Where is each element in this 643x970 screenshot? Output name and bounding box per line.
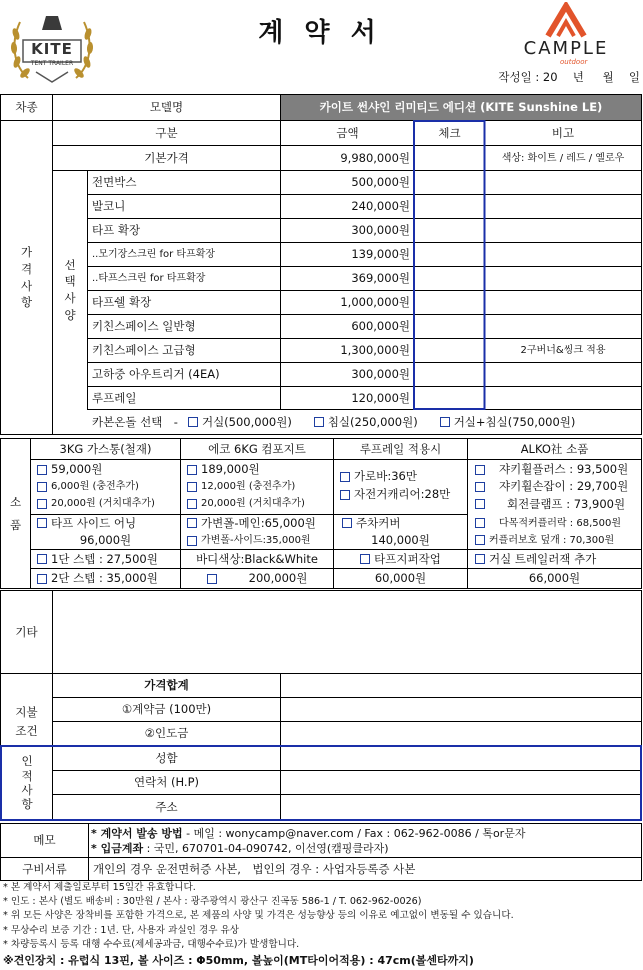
base-price-label: 기본가격: [144, 150, 189, 165]
name-label: 성함: [155, 751, 178, 766]
phone-label: 연락처 (H.P): [134, 775, 199, 790]
docs-text: 개인의 경우 운전면허증 사본, 법인의 경우 : 사업자등록증 사본: [93, 861, 416, 876]
option-check[interactable]: [415, 315, 484, 338]
base-price-check[interactable]: [415, 146, 484, 170]
option-label: ..타프스크린 for 타프확장: [92, 273, 206, 284]
checkbox[interactable]: [187, 536, 197, 546]
option-amount: 240,000원: [351, 199, 410, 214]
checkbox[interactable]: [340, 490, 350, 500]
acc-color-label: 바디색상:Black&White: [196, 551, 318, 566]
option-label: ..모기장스크린 for 타프확장: [92, 249, 216, 260]
acc-item: 커플러보호 덮개 : 70,300원: [471, 531, 641, 549]
acc-item: 189,000원: [183, 461, 333, 478]
kite-logo: [6, 4, 98, 90]
acc-item: 59,000원: [33, 461, 180, 478]
option-check[interactable]: [415, 171, 484, 194]
cample-logo-text: CAMPLE: [523, 38, 609, 59]
option-check[interactable]: [415, 267, 484, 290]
other-label: 기타: [15, 624, 38, 639]
checkbox[interactable]: [187, 482, 197, 492]
option-label: 키친스페이스 고급형: [92, 343, 196, 358]
vehicle-type-label: 차종: [15, 100, 38, 115]
kite-logo-text: KITE: [31, 40, 73, 58]
checkbox[interactable]: [37, 465, 47, 475]
acc-col1-header: 3KG 가스통(철재): [59, 441, 152, 456]
acc-step1: 1단 스텝 : 27,500원: [33, 550, 180, 568]
acc-item: 20,000원 (거치대추가): [183, 495, 333, 512]
model-name-value: 카이트 썬샤인 리미티드 에디션 (KITE Sunshine LE): [281, 95, 641, 120]
checkbox[interactable]: [475, 535, 485, 545]
carpet-label: 카본온돌 선택 -: [92, 414, 178, 429]
checkbox[interactable]: [340, 472, 350, 482]
option-section-label: 선 택 사 양: [64, 257, 76, 322]
address-input[interactable]: [281, 795, 639, 819]
total-label: 가격합계: [144, 678, 189, 693]
header-check: 체크: [438, 125, 461, 140]
acc-jack: 거실 트레일러잭 추가: [471, 550, 641, 568]
note-line: * 본 계약서 제출일로부터 15일간 유효합니다.: [3, 882, 196, 893]
acc-pole-main: 가변폴-메인:65,000원: [183, 515, 333, 531]
delivery-label: ②인도금: [144, 726, 189, 741]
cample-logo: [500, 2, 632, 68]
option-check[interactable]: [415, 219, 484, 242]
acc-item: 쟈키휠플러스 : 93,500원: [471, 461, 641, 478]
checkbox[interactable]: [475, 465, 485, 475]
option-check[interactable]: [415, 363, 484, 386]
document-title: 계 약 서: [258, 18, 382, 48]
name-input[interactable]: [281, 747, 639, 770]
acc-item: 다목적커플러락 : 68,500원: [471, 514, 641, 532]
checkbox[interactable]: [37, 482, 47, 492]
option-label: 발코니: [92, 199, 126, 214]
accessories-section-label: 소 품: [9, 494, 22, 532]
option-amount: 1,300,000원: [340, 343, 410, 358]
checkbox[interactable]: [37, 499, 47, 509]
option-amount: 139,000원: [351, 247, 410, 262]
option-label: 루프레일: [92, 390, 137, 405]
phone-input[interactable]: [281, 771, 639, 794]
person-section-label: 인 적 사 항: [21, 754, 33, 812]
option-label: 키친스페이스 일반형: [92, 319, 196, 334]
acc-zip-price: 60,000원: [374, 571, 427, 586]
header-category: 구분: [155, 125, 178, 140]
option-label: 타프 확장: [92, 223, 141, 238]
option-check[interactable]: [415, 291, 484, 314]
checkbox[interactable]: [37, 574, 47, 584]
acc-item: 20,000원 (거치대추가): [33, 495, 180, 512]
acc-pole-side: 가변폴-사이드:35,000원: [183, 532, 333, 549]
acc-item: 회전클램프 : 73,900원: [471, 495, 641, 513]
checkbox[interactable]: [188, 417, 198, 427]
acc-cover-price: 140,000원: [371, 533, 430, 548]
option-amount: 500,000원: [351, 175, 410, 190]
acc-item: 6,000원 (충전추가): [33, 478, 180, 495]
price-section-label: 가 격 사 항: [20, 245, 33, 310]
option-label: 타프쉘 확장: [92, 295, 152, 310]
footer-hitch-spec: ※견인장치 : 유럽식 13핀, 볼 사이즈 : Φ50mm, 볼높이(MT타이어적용) : 47cm(볼센타까지): [3, 954, 474, 967]
acc-color-price: 200,000원: [181, 569, 333, 588]
delivery-field[interactable]: [281, 722, 641, 745]
kite-logo-sub: TENT TRAILER: [30, 60, 74, 67]
checkbox[interactable]: [475, 554, 485, 564]
carpet-choice: 침실(250,000원): [327, 414, 418, 429]
option-amount: 120,000원: [351, 390, 410, 405]
address-label: 주소: [155, 799, 178, 814]
option-check[interactable]: [415, 243, 484, 266]
acc-tarp: 타프 사이드 어닝: [33, 515, 180, 531]
checkbox[interactable]: [342, 518, 352, 528]
note-line: * 위 모든 사양은 장착비를 포함한 가격으로, 본 제품의 사양 및 가격은 성능향상 등의 이유로 예고없이 변동될 수 있습니다.: [3, 910, 514, 922]
memo-content: * 계약서 발송 방법 - 메일 : wonycamp@naver.com / Fax : 062-962-0086 / 톡or문자 * 입금계좌 : 국민, 670701-04-090742, 이선영(캠핑클라자): [91, 827, 526, 855]
checkbox[interactable]: [475, 499, 485, 509]
acc-tarp-price: 96,000원: [79, 533, 132, 548]
acc-item: 쟈키휠손잡이 : 29,700원: [471, 478, 641, 495]
option-label: 고하중 아우트리거 (4EA): [92, 367, 220, 382]
option-amount: 300,000원: [351, 367, 410, 382]
acc-col2-header: 에코 6KG 컴포지트: [208, 441, 306, 456]
deposit-label: ①계약금 (100만): [121, 702, 212, 717]
checkbox[interactable]: [187, 499, 197, 509]
note-line: * 차량등록시 등록 대행 수수료(제세공과금, 대행수수료)가 발생합니다.: [3, 938, 300, 950]
base-price-amount: 9,980,000원: [340, 150, 410, 165]
acc-item: 가로바:36만: [336, 468, 467, 485]
total-field[interactable]: [281, 674, 641, 697]
notes: [3, 881, 641, 952]
checkbox[interactable]: [187, 465, 197, 475]
checkbox[interactable]: [314, 417, 324, 427]
checkbox[interactable]: [37, 554, 47, 564]
acc-zip: 타프지퍼작업: [334, 550, 467, 568]
note-line: * 인도 : 본사 (별도 배송비 : 30만원 / 본사 : 광주광역시 광산구 진곡동 586-1 / T. 062-962-0026): [3, 896, 422, 908]
acc-step2: 2단 스텝 : 35,000원: [33, 569, 180, 588]
checkbox[interactable]: [475, 518, 485, 528]
option-note: 2구버너&씽크 적용: [520, 345, 606, 356]
option-check[interactable]: [415, 387, 484, 409]
checkbox[interactable]: [440, 417, 450, 427]
acc-item: 자전거캐리어:28만: [336, 486, 467, 503]
option-label: 전면박스: [92, 175, 137, 190]
option-amount: 369,000원: [351, 271, 410, 286]
option-amount: 1,000,000원: [340, 295, 410, 310]
checkbox[interactable]: [360, 554, 370, 564]
carpet-choice: 거실+침실(750,000원): [453, 414, 576, 429]
acc-col3-header: 루프레일 적용시: [359, 441, 442, 456]
option-amount: 600,000원: [351, 319, 410, 334]
acc-col4-header: ALKO社 소품: [520, 441, 589, 456]
carpet-choice: 거실(500,000원): [201, 414, 292, 429]
deposit-field[interactable]: [281, 698, 641, 721]
acc-item: 12,000원 (충전추가): [183, 478, 333, 495]
date-field[interactable]: 작성일 : 20 년 월 일: [498, 70, 640, 84]
note-line: * 무상수리 보증 기간 : 1년. 단, 사용자 과실인 경우 유상: [3, 924, 240, 936]
header-amount: 금액: [336, 125, 359, 140]
docs-label: 구비서류: [22, 861, 67, 876]
memo-label: 메모: [33, 833, 56, 848]
other-field[interactable]: [53, 591, 641, 673]
option-check[interactable]: [415, 195, 484, 218]
acc-jack-price: 66,000원: [528, 571, 581, 586]
checkbox[interactable]: [187, 518, 197, 528]
payment-terms-label: 지불 조건: [15, 705, 38, 738]
checkbox[interactable]: [475, 482, 485, 492]
checkbox[interactable]: [207, 574, 217, 584]
option-amount: 300,000원: [351, 223, 410, 238]
carpet-row: [88, 410, 641, 434]
option-check[interactable]: [415, 339, 484, 362]
cample-logo-sub: outdoor: [560, 58, 588, 66]
header-note: 비고: [551, 125, 575, 140]
model-name-label: 모델명: [149, 100, 184, 115]
acc-cover: 주차커버: [336, 515, 467, 531]
mountain-icon: [500, 2, 632, 42]
checkbox[interactable]: [37, 518, 47, 528]
base-price-note: 색상: 화이트 / 레드 / 옐로우: [501, 152, 625, 164]
